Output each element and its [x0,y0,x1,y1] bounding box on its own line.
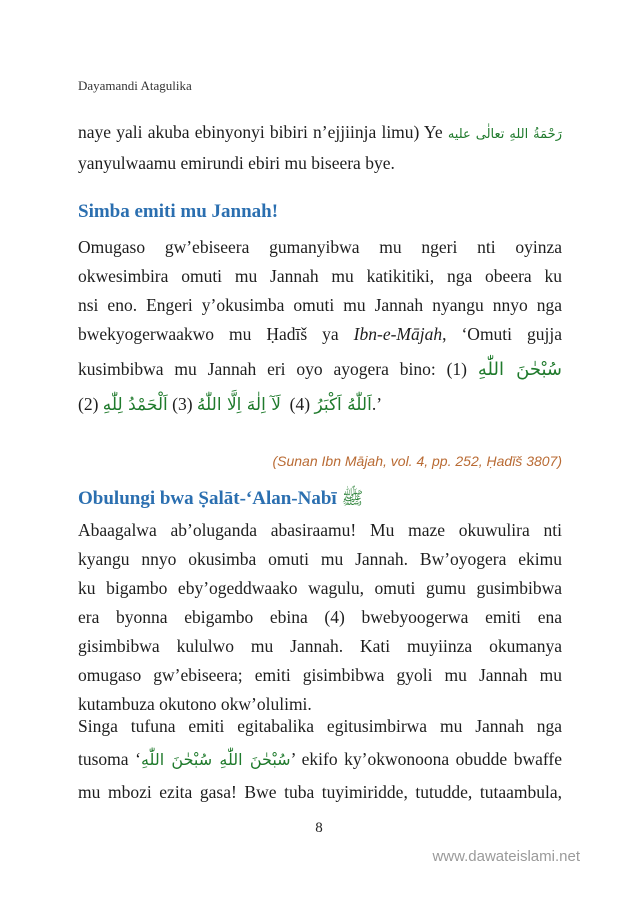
number-2: (2) [78,394,99,414]
number-4: (4) [289,394,311,414]
source-book-name: Ibn-e-Mājah [353,324,443,344]
tahlil-arabic: لَآ اِلٰهَ اِلَّا اللّٰهُ [196,395,281,415]
intro-line-1-text: naye yali akuba ebinyonyi bibiri n’ejjiinja limu) Ye [78,122,443,142]
section2-p1-line-4: era byonna ebigambo ebina (4) bwebyoogerwa emiti ena [78,607,562,627]
hadith-citation: (Sunan Ibn Mājah, vol. 4, pp. 252, Ḥadīš 3807) [272,453,562,469]
section1-paragraph [78,233,562,420]
section2-p1-line-1: Abaagalwa ab’oluganda abasiraamu! Mu maze okuwulira nti [78,520,562,540]
section1-line-3: nsi eno. Engeri y’okusimba omuti mu Jannah nyangu nnyo nga [78,295,562,315]
section2-p2-line-1: Singa tufuna emiti egitabalika egitusimbirwa mu Jannah nga [78,716,562,736]
number-3: (3) [172,394,193,414]
section2-paragraph-1 [78,516,562,719]
intro-line-1 [78,118,562,149]
section2-p1-line-3: ku bigambo eby’ogeddwaako wagulu, omuti gumu gusimbibwa [78,578,562,598]
section2-p1-line-6: omugaso gw’ebiseera; emiti gisimbibwa gyoli mu Jannah mu [78,665,562,685]
takbir-arabic: اَللّٰهُ اَكْبَرُ [314,395,372,415]
intro-line-2: yanyulwaamu emirundi ebiri mu biseera bye. [78,153,395,173]
section2-p1-line-7: kutambuza okutono okw’olulimi. [78,694,312,714]
intro-honorific-arabic: رَحْمَةُ اللهِ تعالٰى عليه [447,127,562,142]
section1-line-4-b: , ‘Omuti gujja [442,324,562,344]
page-number: 8 [315,820,323,836]
section2-p2-line-2-b: ’ ekifo ky’okwonoona obudde bwaffe [290,749,562,769]
section-heading-simba: Simba emiti mu Jannah! [78,201,279,222]
section1-line-1: Omugaso gw’ebiseera gumanyibwa mu ngeri nti oyinza [78,237,562,257]
section1-line-5-text: kusimbibwa mu Jannah eri oyo ayogera bino: (1) [78,359,467,379]
section2-p2-line-3: mu mbozi ezita gasa! Bwe tuba tuyimiridde, tutudde, tutaambula, [78,782,562,802]
section2-p2-line-2 [78,745,562,774]
salawat-symbol: ﷺ [341,488,364,509]
section2-p1-line-5: gisimbibwa kululwo mu Jannah. Kati muyiinza okumanya [78,636,562,656]
section-heading-salat [78,487,363,513]
section2-p1-line-2: kyangu nnyo okusimba omuti mu Jannah. Bw’oyogera ekimu [78,549,562,569]
section1-line-2: okwesimbira omuti mu Jannah mu katikitiki, nga obeera ku [78,266,562,286]
section1-line-4 [78,320,562,349]
section1-line-4-a: bwekyogerwaakwo mu Ḥadīš ya [78,324,354,344]
intro-paragraph [78,118,562,178]
running-header: Dayamandi Atagulika [78,78,192,93]
section2-paragraph-2 [78,712,562,807]
section1-line-6 [78,390,562,420]
tasbih-twice-arabic: سُبْحٰنَ اللّٰهِ سُبْحٰنَ اللّٰهِ [140,750,291,769]
quote-end: .’ [371,394,383,414]
section2-p2-line-2-a: tusoma ‘ [78,749,141,769]
tahmid-arabic: اَلْحَمْدُ لِلّٰهِ [102,395,168,415]
section1-line-5 [78,355,562,384]
section2-heading-text: Obulungi bwa Ṣalāt-‘Alan-Nabī [78,488,337,509]
website-watermark: www.dawateislami.net [432,848,580,865]
tasbih-arabic: سُبْحٰنَ اللّٰهِ [477,359,562,380]
